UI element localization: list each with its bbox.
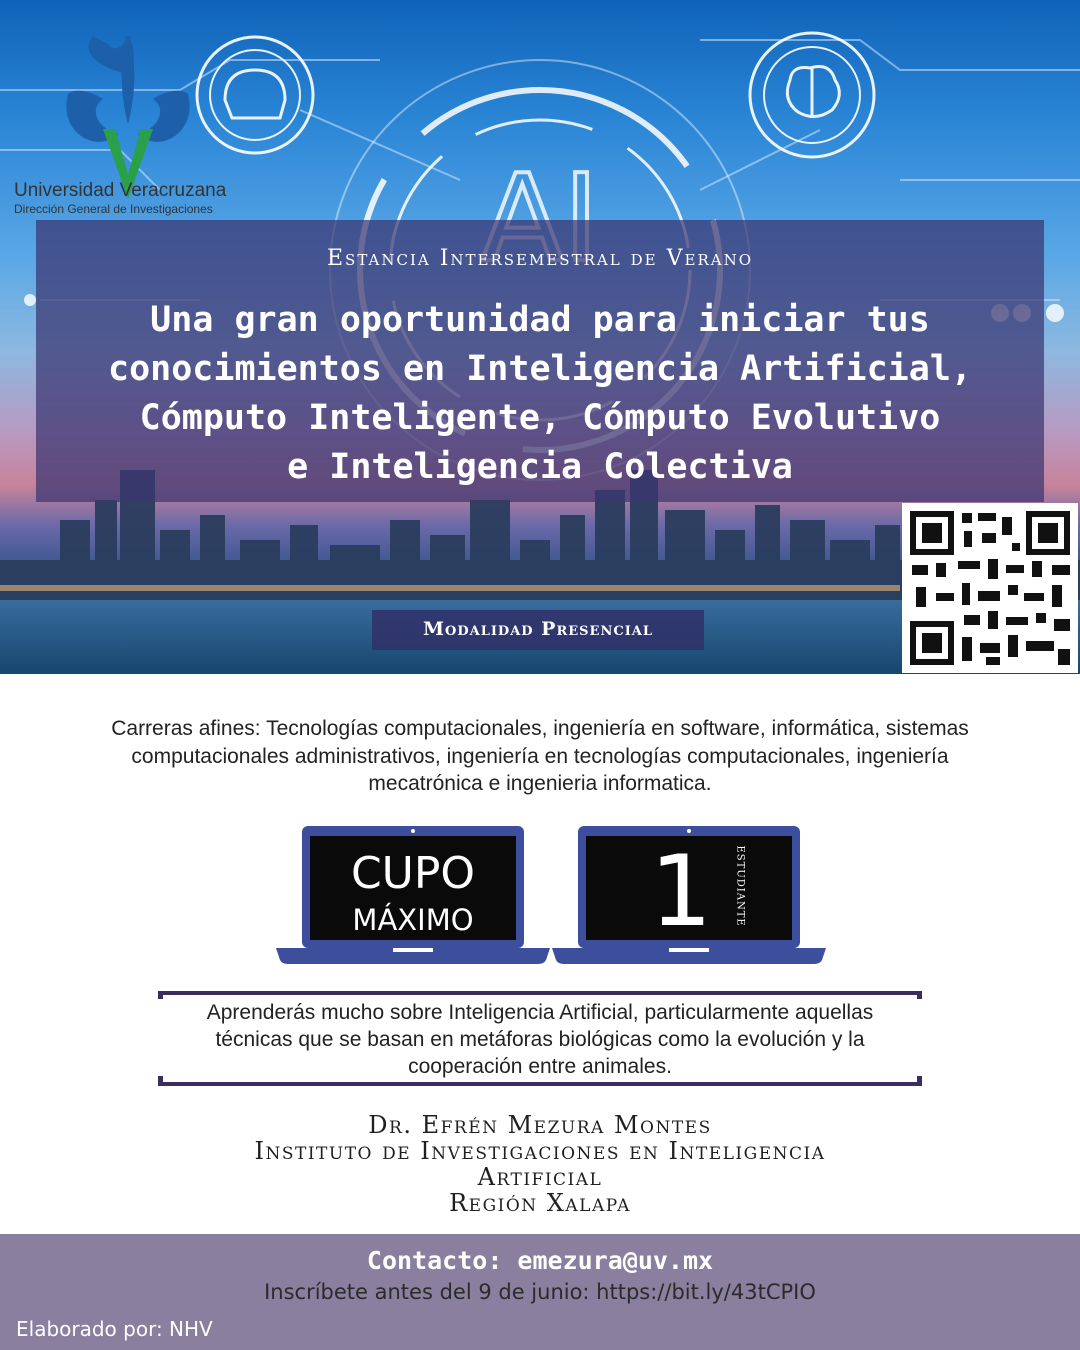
learning-line: técnicas que se basan en metáforas biológicas como la evolución y la [215, 1028, 865, 1051]
qr-code-icon [902, 503, 1078, 673]
cupo-unit: ESTUDIANTE [734, 845, 746, 927]
headline-line: conocimientos en Inteligencia Artificial, [108, 349, 972, 389]
careers-line: mecatrónica e ingenieria informatica. [368, 772, 712, 795]
credits: Elaborado por: NHV [16, 1317, 213, 1341]
author-region: Región Xalapa [449, 1189, 631, 1217]
contact-email[interactable]: Contacto: emezura@uv.mx [366, 1246, 714, 1275]
headline-line: Cómputo Inteligente, Cómputo Evolutivo [139, 398, 941, 438]
bracket-top [158, 991, 922, 999]
cupo-subtitle: MÁXIMO [352, 903, 474, 937]
learning-description [160, 999, 920, 1080]
author-institute: Instituto de Investigaciones en Inteligencia [254, 1137, 826, 1165]
learning-line: cooperación entre animales. [408, 1055, 672, 1078]
headline-line: e Inteligencia Colectiva [287, 447, 793, 487]
author-name: Dr. Efrén Mezura Montes [368, 1111, 712, 1139]
brain-icon [750, 33, 874, 157]
careers-line: computacionales administrativos, ingeniería en tecnologías computacionales, ingeniería [131, 744, 949, 768]
registration-link[interactable]: Inscríbete antes del 9 de junio: https://bit.ly/43tCPIO [264, 1280, 816, 1304]
logo-text [14, 180, 226, 216]
cupo-label [310, 846, 516, 938]
event-kicker: Estancia Intersemestral de Verano [326, 246, 754, 271]
author-block [0, 1112, 1080, 1216]
modality-badge: Modalidad Presencial [372, 610, 704, 650]
qr-code[interactable] [902, 503, 1078, 673]
headline-line: Una gran oportunidad para iniciar tus [150, 300, 930, 340]
cupo-title: CUPO [350, 848, 476, 899]
careers-line: Carreras afines: Tecnologías computacionales, ingeniería en software, informática, sistemas [111, 717, 969, 740]
university-department: Dirección General de Investigaciones [14, 202, 213, 216]
learning-line: Aprenderás mucho sobre Inteligencia Artificial, particularmente aquellas [206, 1001, 874, 1024]
headline [40, 296, 1040, 492]
author-institute-cont: Artificial [477, 1163, 603, 1191]
cupo-number: 1 [649, 835, 713, 949]
bracket-bottom [158, 1076, 922, 1090]
university-name: Universidad Veracruzana [14, 180, 227, 201]
related-careers [60, 715, 1020, 798]
